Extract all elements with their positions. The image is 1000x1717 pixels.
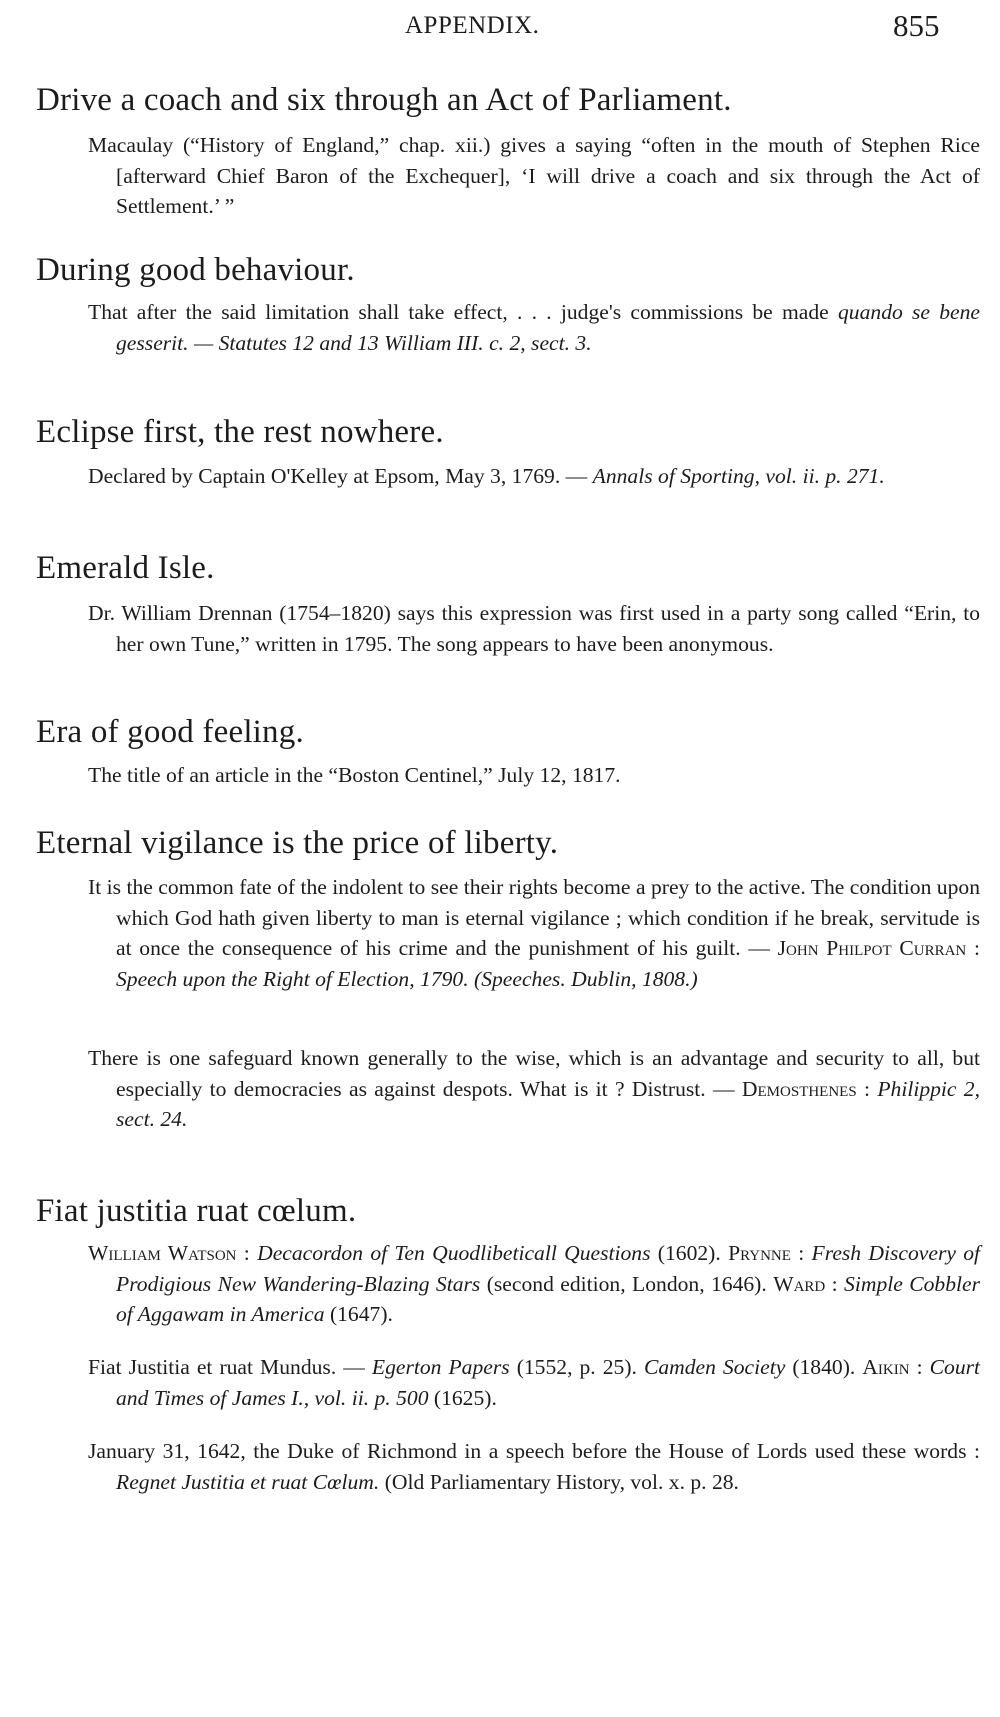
running-head: APPENDIX. [405, 12, 540, 39]
italic-text: Decacordon of Ten Quodlibeticall Questions [257, 1241, 651, 1265]
text-run: January 31, 1642, the Duke of Richmond in a speech before the House of Lords used these words : [88, 1439, 980, 1463]
entry-heading: Fiat justitia ruat cœlum. [36, 1193, 357, 1229]
entry-heading: Emerald Isle. [36, 550, 215, 586]
text-run: Dr. William Drennan (1754–1820) says this expression was first used in a party song called “Erin, to her own Tune,” written in 1795. The song appears to have been anonymous. [88, 601, 980, 656]
entry-paragraph [88, 130, 980, 222]
page-header [0, 2, 1000, 52]
text-run: Declared by Captain O'Kelley at Epsom, May 3, 1769. — [88, 464, 593, 488]
text-run: That after the said limitation shall take effect, . . . judge's commissions be made [88, 300, 838, 324]
text-run: : [790, 1241, 812, 1265]
text-run: (1552, p. 25). [509, 1355, 644, 1379]
italic-text: Speech upon the Right of Election, 1790. (Speeches. Dublin, 1808.) [116, 966, 698, 991]
text-run: It is the common fate of the indolent to see their rights become a prey to the active. The condition upon which God hath given liberty to man is eternal vigilance ; which condition if he break, servitude is at once the consequence of his crime and the punishment of his guilt. — [88, 875, 980, 960]
italic-text: Philippic 2, sect. 24. [116, 1076, 981, 1131]
text-run: (Old Parliamentary History, vol. x. p. 28. [379, 1469, 739, 1494]
entry-paragraph [88, 760, 980, 791]
entry-paragraph [88, 1436, 980, 1497]
entry-paragraph [88, 1043, 980, 1135]
entry-heading: Eternal vigilance is the price of liberty. [36, 825, 559, 861]
italic-text: Fresh Discovery of Prodigious New Wandering-Blazing Stars [116, 1241, 981, 1296]
text-run: (1602). [650, 1241, 729, 1265]
text-run: (second edition, London, 1646). [480, 1271, 774, 1296]
entry-heading: Era of good feeling. [36, 714, 304, 750]
entry-paragraph [88, 1238, 980, 1330]
text-run: (1647). [324, 1302, 393, 1326]
text-run: : [966, 936, 980, 960]
entry-heading: Drive a coach and six through an Act of Parliament. [36, 82, 732, 118]
text-run: : [236, 1241, 258, 1265]
entry-paragraph [88, 297, 980, 358]
text-run: : [825, 1271, 845, 1296]
entry-heading: During good behaviour. [36, 252, 355, 288]
italic-text: Camden Society [643, 1355, 786, 1379]
italic-text: Simple Cobbler of Aggawam in America [116, 1271, 980, 1326]
author-name: William Watson [88, 1241, 237, 1265]
page-number: 855 [893, 8, 940, 43]
author-name: Aikin [862, 1355, 910, 1379]
author-name: Ward [773, 1271, 826, 1296]
text-run: There is one safeguard known generally to the wise, which is an advantage and security to all, but especially to democracies as against despots. What is it ? Distrust. — [88, 1046, 980, 1101]
italic-text: Court and Times of James I., vol. ii. p. 500 [116, 1355, 981, 1410]
entry-paragraph [88, 598, 980, 659]
text-run: Fiat Justitia et ruat Mundus. — [88, 1355, 372, 1379]
italic-text: Annals of Sporting, vol. ii. p. 271. [592, 464, 885, 488]
entry-paragraph [88, 461, 980, 492]
author-name: John Philpot Curran [777, 936, 967, 960]
entry-paragraph [88, 872, 980, 994]
italic-text: Regnet Justitia et ruat Cœlum. [116, 1469, 380, 1494]
entry-heading: Eclipse first, the rest nowhere. [36, 414, 444, 450]
author-name: Prynne [728, 1241, 791, 1265]
italic-text: Egerton Papers [371, 1355, 510, 1379]
entry-paragraph [88, 1352, 980, 1413]
italic-text: quando se bene gesserit. — Statutes 12 and 13 William III. c. 2, sect. 3. [116, 300, 980, 355]
author-name: Demosthenes [741, 1076, 857, 1101]
text-run: The title of an article in the “Boston Centinel,” July 12, 1817. [88, 763, 621, 787]
text-run: : [909, 1355, 930, 1379]
text-run: Macaulay (“History of England,” chap. xii.) gives a saying “often in the mouth of Stephen Rice [afterward Chief Baron of the Exchequer], ‘I will drive a coach and six through the Act of Settlement.’ ” [88, 133, 980, 218]
text-run: (1840). [785, 1355, 863, 1379]
text-run: : [856, 1076, 878, 1101]
text-run: (1625). [428, 1385, 497, 1410]
